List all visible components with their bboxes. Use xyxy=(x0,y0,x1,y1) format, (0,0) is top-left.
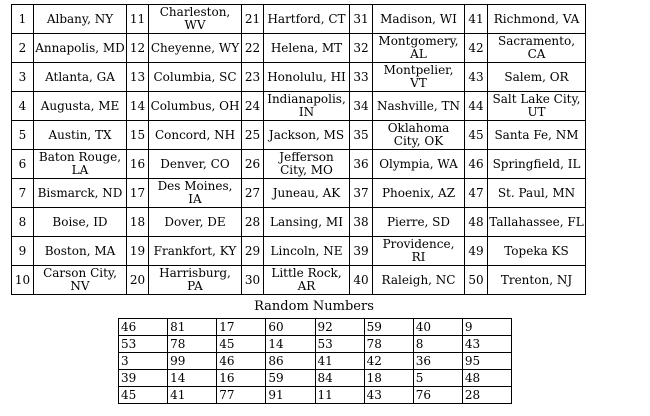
capital-name: Hartford, CT xyxy=(264,5,350,34)
random-number-cell: 92 xyxy=(315,319,364,336)
capital-name: Indianapolis, IN xyxy=(264,92,350,121)
random-number-cell: 17 xyxy=(217,319,266,336)
capital-number: 15 xyxy=(127,121,149,150)
capital-number: 2 xyxy=(12,34,34,63)
capital-name: Salem, OR xyxy=(488,63,586,92)
random-number-cell: 3 xyxy=(119,353,168,370)
capitals-row xyxy=(12,237,586,266)
capital-number: 49 xyxy=(465,237,488,266)
capital-number: 9 xyxy=(12,237,34,266)
capital-name: Columbia, SC xyxy=(149,63,242,92)
capital-name: Columbus, OH xyxy=(149,92,242,121)
capital-number: 12 xyxy=(127,34,149,63)
capital-number: 30 xyxy=(242,266,264,295)
capital-name: Boston, MA xyxy=(34,237,127,266)
capitals-row xyxy=(12,150,586,179)
capitals-row xyxy=(12,63,586,92)
capitals-row xyxy=(12,92,586,121)
random-number-cell: 43 xyxy=(462,336,511,353)
random-row xyxy=(119,387,512,404)
capital-name: Santa Fe, NM xyxy=(488,121,586,150)
capital-name: Sacramento, CA xyxy=(488,34,586,63)
capital-number: 17 xyxy=(127,179,149,208)
capital-number: 32 xyxy=(350,34,373,63)
capital-number: 21 xyxy=(242,5,264,34)
random-number-cell: 41 xyxy=(315,353,364,370)
capital-number: 6 xyxy=(12,150,34,179)
random-number-cell: 36 xyxy=(413,353,462,370)
capital-name: Tallahassee, FL xyxy=(488,208,586,237)
capital-name: Atlanta, GA xyxy=(34,63,127,92)
random-number-cell: 81 xyxy=(168,319,217,336)
capital-name: Harrisburg, PA xyxy=(149,266,242,295)
capital-name: St. Paul, MN xyxy=(488,179,586,208)
capital-number: 46 xyxy=(465,150,488,179)
capital-number: 16 xyxy=(127,150,149,179)
random-number-cell: 78 xyxy=(168,336,217,353)
capital-number: 42 xyxy=(465,34,488,63)
random-number-cell: 86 xyxy=(266,353,315,370)
random-number-cell: 95 xyxy=(462,353,511,370)
capital-name: Denver, CO xyxy=(149,150,242,179)
capital-name: Honolulu, HI xyxy=(264,63,350,92)
capital-number: 29 xyxy=(242,237,264,266)
capital-name: Richmond, VA xyxy=(488,5,586,34)
capital-number: 20 xyxy=(127,266,149,295)
capital-number: 1 xyxy=(12,5,34,34)
random-number-cell: 45 xyxy=(119,387,168,404)
capital-name: Montpelier, VT xyxy=(373,63,465,92)
random-number-cell: 42 xyxy=(364,353,413,370)
capital-number: 45 xyxy=(465,121,488,150)
capital-number: 22 xyxy=(242,34,264,63)
random-number-cell: 59 xyxy=(364,319,413,336)
capital-number: 4 xyxy=(12,92,34,121)
capital-number: 5 xyxy=(12,121,34,150)
capital-number: 40 xyxy=(350,266,373,295)
capital-name: Des Moines, IA xyxy=(149,179,242,208)
capital-name: Augusta, ME xyxy=(34,92,127,121)
capital-name: Frankfort, KY xyxy=(149,237,242,266)
capital-number: 13 xyxy=(127,63,149,92)
capital-name: Charleston, WV xyxy=(149,5,242,34)
random-number-cell: 78 xyxy=(364,336,413,353)
capitals-row xyxy=(12,34,586,63)
capital-name: Dover, DE xyxy=(149,208,242,237)
random-number-cell: 77 xyxy=(217,387,266,404)
capital-name: Carson City, NV xyxy=(34,266,127,295)
random-number-cell: 11 xyxy=(315,387,364,404)
capital-name: Phoenix, AZ xyxy=(373,179,465,208)
random-number-cell: 5 xyxy=(413,370,462,387)
capital-name: Raleigh, NC xyxy=(373,266,465,295)
capital-name: Pierre, SD xyxy=(373,208,465,237)
capital-number: 19 xyxy=(127,237,149,266)
random-number-cell: 53 xyxy=(315,336,364,353)
random-number-cell: 39 xyxy=(119,370,168,387)
capital-number: 8 xyxy=(12,208,34,237)
capital-number: 11 xyxy=(127,5,149,34)
capitals-row xyxy=(12,208,586,237)
capital-name: Annapolis, MD xyxy=(34,34,127,63)
capital-number: 39 xyxy=(350,237,373,266)
capitals-row xyxy=(12,121,586,150)
random-number-cell: 16 xyxy=(217,370,266,387)
capitals-row xyxy=(12,266,586,295)
capitals-row xyxy=(12,5,586,34)
capital-number: 50 xyxy=(465,266,488,295)
capital-name: Juneau, AK xyxy=(264,179,350,208)
capital-name: Olympia, WA xyxy=(373,150,465,179)
random-row xyxy=(119,353,512,370)
random-number-cell: 14 xyxy=(168,370,217,387)
capital-name: Jefferson City, MO xyxy=(264,150,350,179)
capital-number: 48 xyxy=(465,208,488,237)
capital-number: 44 xyxy=(465,92,488,121)
capital-number: 3 xyxy=(12,63,34,92)
capital-number: 33 xyxy=(350,63,373,92)
capital-number: 34 xyxy=(350,92,373,121)
random-number-cell: 60 xyxy=(266,319,315,336)
random-number-cell: 76 xyxy=(413,387,462,404)
random-number-cell: 91 xyxy=(266,387,315,404)
capital-number: 37 xyxy=(350,179,373,208)
capital-name: Little Rock, AR xyxy=(264,266,350,295)
capital-number: 25 xyxy=(242,121,264,150)
random-numbers-table xyxy=(118,318,512,404)
capital-number: 23 xyxy=(242,63,264,92)
capital-name: Baton Rouge, LA xyxy=(34,150,127,179)
capitals-row xyxy=(12,179,586,208)
capital-name: Helena, MT xyxy=(264,34,350,63)
capital-name: Providence, RI xyxy=(373,237,465,266)
capital-name: Nashville, TN xyxy=(373,92,465,121)
capital-name: Lansing, MI xyxy=(264,208,350,237)
capital-number: 31 xyxy=(350,5,373,34)
capital-number: 27 xyxy=(242,179,264,208)
random-number-cell: 40 xyxy=(413,319,462,336)
random-number-cell: 43 xyxy=(364,387,413,404)
capital-name: Trenton, NJ xyxy=(488,266,586,295)
capital-number: 10 xyxy=(12,266,34,295)
random-row xyxy=(119,319,512,336)
capital-number: 38 xyxy=(350,208,373,237)
random-number-cell: 48 xyxy=(462,370,511,387)
random-row xyxy=(119,336,512,353)
capital-number: 26 xyxy=(242,150,264,179)
random-number-cell: 45 xyxy=(217,336,266,353)
random-number-cell: 9 xyxy=(462,319,511,336)
capital-name: Topeka KS xyxy=(488,237,586,266)
capital-name: Lincoln, NE xyxy=(264,237,350,266)
capital-name: Cheyenne, WY xyxy=(149,34,242,63)
capital-name: Springfield, IL xyxy=(488,150,586,179)
capital-number: 35 xyxy=(350,121,373,150)
capital-number: 14 xyxy=(127,92,149,121)
random-number-cell: 8 xyxy=(413,336,462,353)
capital-name: Jackson, MS xyxy=(264,121,350,150)
capital-number: 47 xyxy=(465,179,488,208)
capital-number: 7 xyxy=(12,179,34,208)
capital-name: Bismarck, ND xyxy=(34,179,127,208)
capital-number: 41 xyxy=(465,5,488,34)
capital-number: 43 xyxy=(465,63,488,92)
capital-number: 24 xyxy=(242,92,264,121)
random-number-cell: 14 xyxy=(266,336,315,353)
capital-number: 18 xyxy=(127,208,149,237)
capital-name: Oklahoma City, OK xyxy=(373,121,465,150)
capital-name: Montgomery, AL xyxy=(373,34,465,63)
random-numbers-title: Random Numbers xyxy=(254,299,374,314)
random-number-cell: 99 xyxy=(168,353,217,370)
random-row xyxy=(119,370,512,387)
capital-name: Albany, NY xyxy=(34,5,127,34)
random-number-cell: 84 xyxy=(315,370,364,387)
random-number-cell: 59 xyxy=(266,370,315,387)
capital-name: Austin, TX xyxy=(34,121,127,150)
capital-name: Boise, ID xyxy=(34,208,127,237)
capital-number: 28 xyxy=(242,208,264,237)
capital-number: 36 xyxy=(350,150,373,179)
capital-name: Madison, WI xyxy=(373,5,465,34)
capital-name: Concord, NH xyxy=(149,121,242,150)
state-capitals-table xyxy=(11,4,586,295)
random-number-cell: 53 xyxy=(119,336,168,353)
capital-name: Salt Lake City, UT xyxy=(488,92,586,121)
random-number-cell: 41 xyxy=(168,387,217,404)
random-number-cell: 28 xyxy=(462,387,511,404)
random-number-cell: 18 xyxy=(364,370,413,387)
random-number-cell: 46 xyxy=(217,353,266,370)
random-number-cell: 46 xyxy=(119,319,168,336)
